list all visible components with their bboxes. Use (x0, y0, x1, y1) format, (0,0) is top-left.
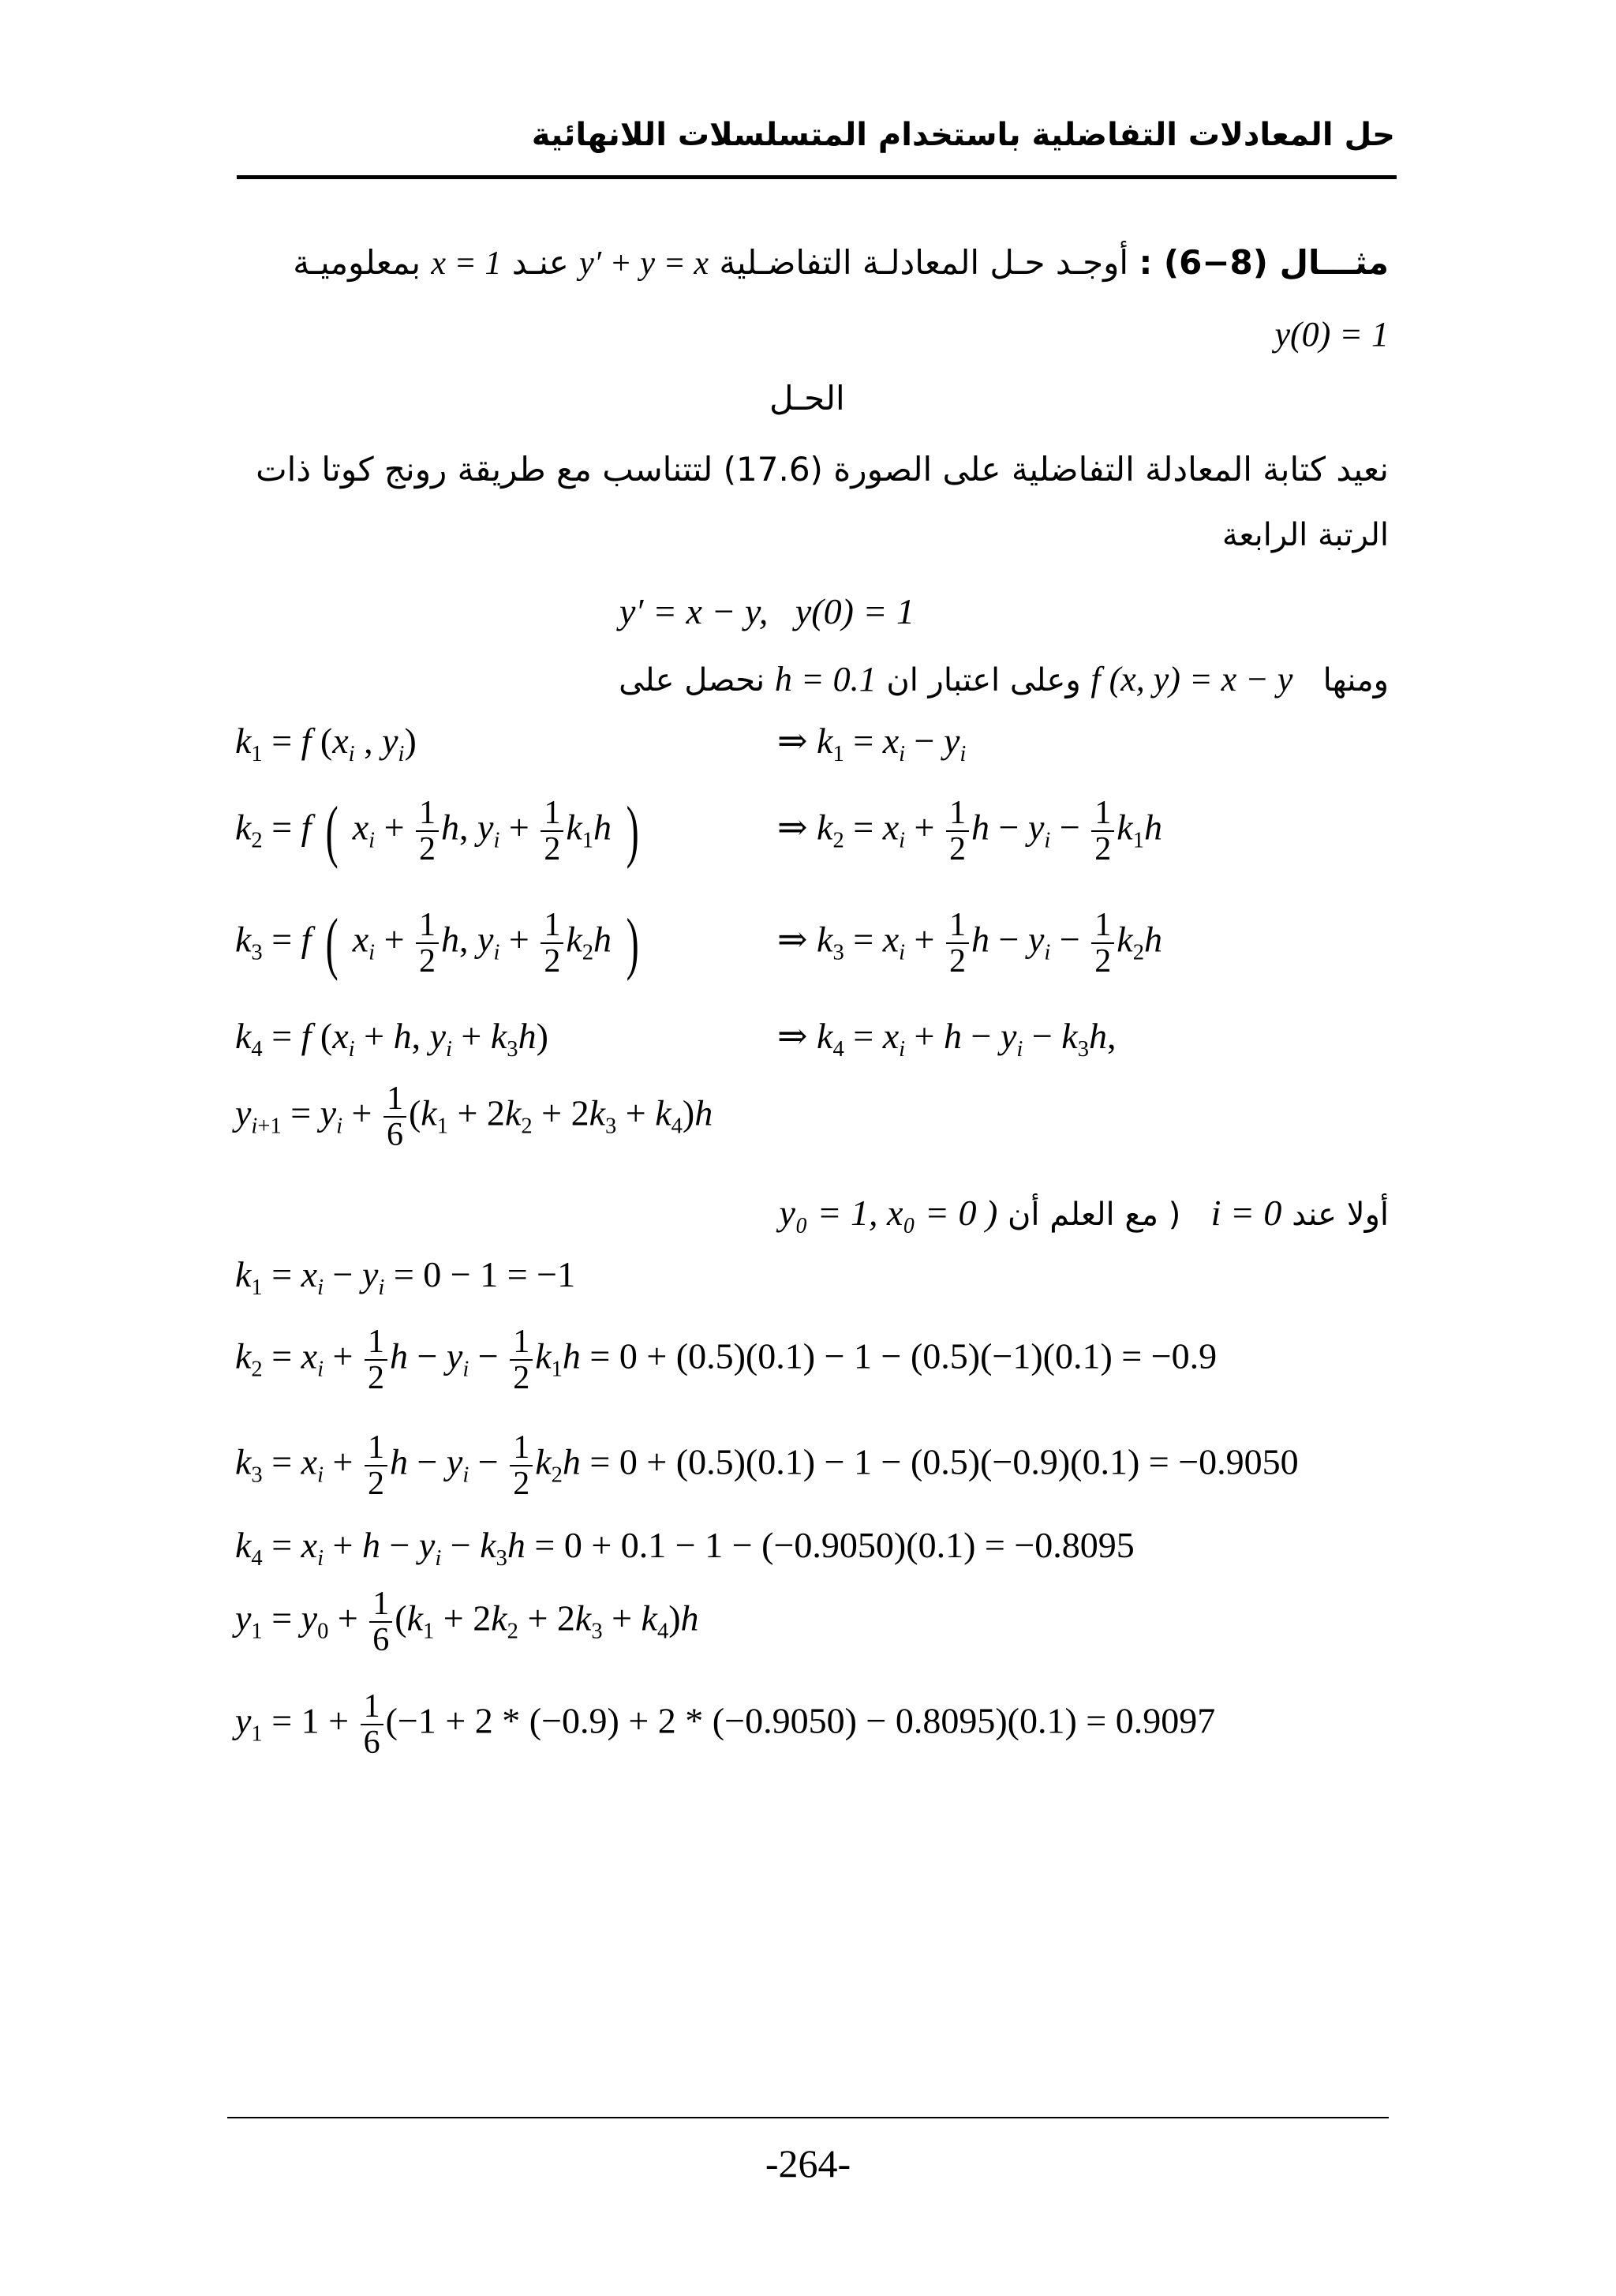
i-eq: i = 0 (1210, 1193, 1282, 1233)
paragraph-line-2: الرتبة الرابعة (1221, 517, 1389, 553)
k1-result: = 0 − 1 = −1 (393, 1254, 576, 1294)
from-label: ومنها (1322, 662, 1389, 699)
get-label: نحصل على (619, 662, 765, 699)
k2-result: = 0 + (0.5)(0.1) − 1 − (0.5)(−1)(0.1) = −0.9 (589, 1335, 1218, 1376)
example-line (293, 243, 1389, 283)
consider-label: وعلى اعتبار ان (886, 662, 1081, 699)
k1-simplified: ⇒ $k_1 = x_i - y_i$ (777, 721, 967, 766)
example-x-value: x = 1 (431, 245, 502, 282)
k4-simplified: ⇒ $k_4 = x_i + h - y_i - k_3h$, (777, 1016, 1117, 1062)
paragraph-line-1: نعيد كتابة المعادلة التفاضلية على الصورة (17.6) لتتناسب مع طريقة رونج كوتا ذات (256, 450, 1389, 489)
ode-restated: y′ = x − y, y(0) = 1 (619, 591, 915, 631)
k3-numeric: $k_3 = x_i$ + $\frac{1}{2}$ $h - y_i$ − $\frac{1}{2}$ $k_2h = 0 + (0.5)(0.1) - 1 - (0.5)(-0.9)(0.1) = -0.9050$ (235, 1429, 1299, 1503)
k2-numeric: $k_2 = x_i$ + $\frac{1}{2}$ $h - y_i$ − $\frac{1}{2}$ $k_1h = 0 + (0.5)(0.1) - 1 - (0.5)(-1)(0.1) = -0.9$ (235, 1324, 1218, 1397)
f-definition-line (619, 659, 1389, 699)
first-step-line (780, 1192, 1389, 1234)
example-at: عنـد (511, 243, 569, 282)
k4-numeric: $k_4 = x_i + h - y_i - k_3h = 0 + 0.1 - 1 - (-0.9050)(0.1) = -0.8095$ (235, 1525, 1135, 1571)
k2-general: $k_2 = f$ ( $x_i$ + $\frac{1}{2}$ h, $y_i$ + $\frac{1}{2}$ $k_1h$ ) (235, 792, 639, 870)
example-equation: y′ + y = x (579, 245, 709, 282)
h-value: h = 0.1 (774, 660, 877, 699)
k2-simplified: ⇒ $k_2 = x_i$ + $\frac{1}{2}$ $h - y_i$ − $\frac{1}{2}$ $k_1h$ (777, 795, 1162, 868)
footer-rule (227, 2117, 1389, 2118)
k4-general: $k_4 = f$ ($x_i + h$, $y_i + k_3h$) (235, 1016, 548, 1062)
solution-heading: الحـل (769, 379, 845, 418)
y-update-general: $y_{i+1} = y_i$ + $\frac{1}{6}$ $(k_1 + 2k_2 + 2k_3 + k_4)h$ (235, 1081, 713, 1154)
knowing-label: ( مع العلم أن (1007, 1197, 1181, 1233)
first-label: أولا عند (1292, 1197, 1389, 1233)
example-text: أوجـد حـل المعادلـة التفاضـلية (719, 243, 1129, 282)
k1-general: $k_1 = f$ ($x_i$ , $y_i$) (235, 721, 417, 766)
init-values: y₀ = 1, x₀ = 0 ) (779, 1193, 998, 1233)
y1-result: (−1 + 2 * (−0.9) + 2 * (−0.9050) − 0.8095)(0.1) = 0.9097 (385, 1700, 1216, 1741)
k3-simplified: ⇒ $k_3 = x_i$ + $\frac{1}{2}$ $h - y_i$ − $\frac{1}{2}$ $k_2h$ (777, 907, 1162, 980)
example-given: بمعلوميـة (293, 243, 421, 282)
k1-numeric: $k_1 = x_i - y_i = 0 - 1 = -1$ (235, 1254, 576, 1300)
y1-numeric: $y_1 = 1$ + $\frac{1}{6}$ (−1 + 2 * (−0.9) + 2 * (−0.9050) − 0.8095)(0.1) = 0.9097 (235, 1688, 1216, 1762)
page-number: -264- (765, 2141, 851, 2186)
example-label: مثـــال (8−6) : (1139, 243, 1389, 282)
y1-formula: $y_1 = y_0$ + $\frac{1}{6}$ $(k_1 + 2k_2 + 2k_3 + k_4)h$ (235, 1586, 699, 1659)
initial-condition: y(0) = 1 (1274, 315, 1389, 354)
k3-general: $k_3 = f$ ( $x_i$ + $\frac{1}{2}$ h, $y_i$ + $\frac{1}{2}$ $k_2h$ ) (235, 905, 639, 982)
f-def: f (x, y) = x − y (1090, 660, 1293, 699)
header-rule (237, 175, 1397, 179)
k3-result: = 0 + (0.5)(0.1) − 1 − (0.5)(−0.9)(0.1) = −0.9050 (589, 1441, 1299, 1482)
k4-result: = 0 + 0.1 − 1 − (−0.9050)(0.1) = −0.8095 (534, 1525, 1135, 1565)
running-header: حل المعادلات التفاضلية باستخدام المتسلسلات اللانهائية (531, 117, 1395, 153)
